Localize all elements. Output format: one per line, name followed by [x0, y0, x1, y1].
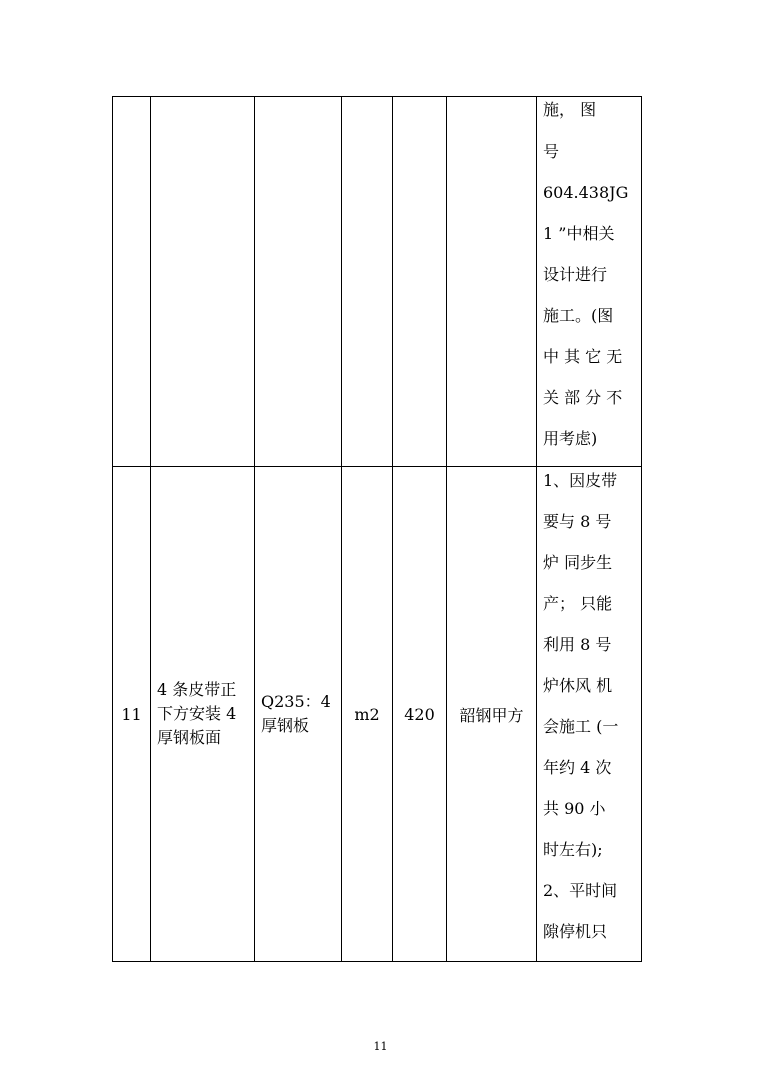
- note-line: 施， 图: [543, 100, 597, 119]
- note-line: 关 部 分 不: [543, 388, 623, 407]
- note-cell: [537, 97, 642, 467]
- note-line: 施工。(图: [543, 306, 614, 325]
- quantity-cell: [393, 97, 447, 467]
- spec-line: Q235：4: [261, 692, 331, 711]
- table-row: [113, 97, 642, 467]
- note-line: 利用 8 号: [543, 635, 612, 654]
- page-number: 11: [373, 1040, 388, 1053]
- quantity-cell: 420: [393, 467, 447, 962]
- note-cell: [537, 467, 642, 962]
- note-line: 产； 只能: [543, 594, 613, 613]
- note-line: 1、因皮带: [543, 471, 618, 490]
- note-line: 炉 同步生: [543, 553, 613, 572]
- spec-table: [112, 96, 642, 962]
- index-cell: 11: [113, 467, 151, 962]
- note-line: 中 其 它 无: [543, 347, 623, 366]
- note-line: 号: [543, 142, 560, 161]
- note-line: 604.438JG: [543, 183, 629, 202]
- note-line: 时左右);: [543, 840, 603, 859]
- item-line: 厚钢板面: [157, 728, 222, 747]
- note-line: 会施工 (一: [543, 717, 619, 736]
- spec-line: 厚钢板: [261, 716, 310, 735]
- item-cell: [151, 97, 255, 467]
- item-cell: [151, 467, 255, 962]
- supplier-cell: 韶钢甲方: [447, 467, 537, 962]
- note-line: 共 90 小: [543, 799, 606, 818]
- item-line: 4 条皮带正: [157, 680, 237, 699]
- unit-cell: m2: [342, 467, 393, 962]
- note-line: 1 ”中相关: [543, 224, 615, 243]
- note-line: 设计进行: [543, 265, 608, 284]
- unit-cell: [342, 97, 393, 467]
- note-line: 年约 4 次: [543, 758, 612, 777]
- note-line: 要与 8 号: [543, 512, 612, 531]
- table-row: [113, 467, 642, 962]
- note-line: 隙停机只: [543, 922, 608, 941]
- item-line: 下方安装 4: [157, 704, 237, 723]
- note-line: 2、平时间: [543, 881, 618, 900]
- spec-cell: [255, 97, 342, 467]
- index-cell: [113, 97, 151, 467]
- note-line: 用考虑): [543, 429, 598, 448]
- note-line: 炉休风 机: [543, 676, 613, 695]
- supplier-cell: [447, 97, 537, 467]
- spec-cell: [255, 467, 342, 962]
